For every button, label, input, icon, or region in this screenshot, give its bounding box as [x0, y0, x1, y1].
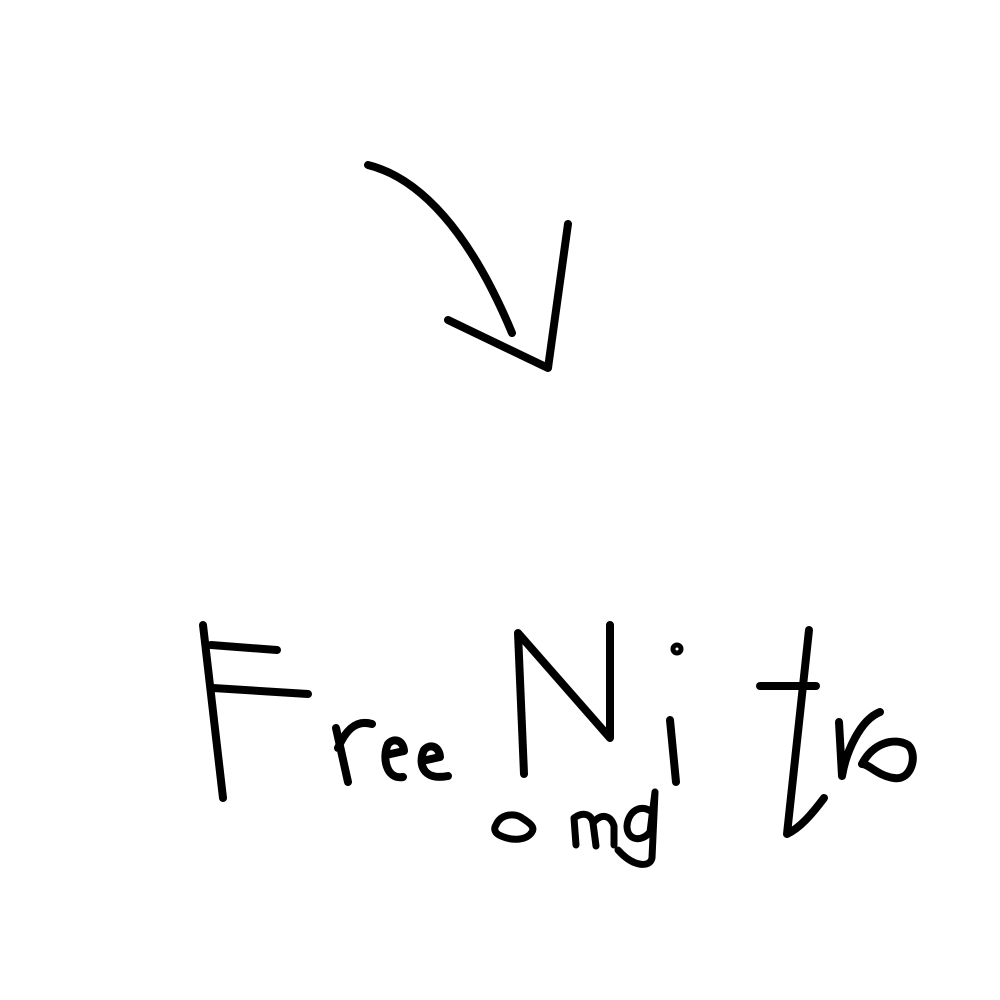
letter-i-dot	[675, 647, 680, 652]
letter-r	[336, 723, 372, 782]
letter-t	[760, 630, 824, 834]
letter-f	[203, 625, 308, 798]
free-word	[203, 625, 448, 798]
curved-arrow-down-right-icon	[368, 165, 568, 368]
letter-i	[670, 720, 676, 782]
letter-m	[574, 814, 614, 846]
letter-o	[862, 742, 913, 779]
letter-e2	[422, 746, 448, 776]
heart-icon	[495, 815, 533, 839]
letter-n	[518, 625, 610, 774]
letter-g	[618, 792, 655, 864]
omg-scribble	[495, 792, 655, 864]
letter-e1	[385, 740, 404, 777]
arrow-shaft	[368, 165, 512, 333]
nitro-word	[518, 625, 913, 834]
